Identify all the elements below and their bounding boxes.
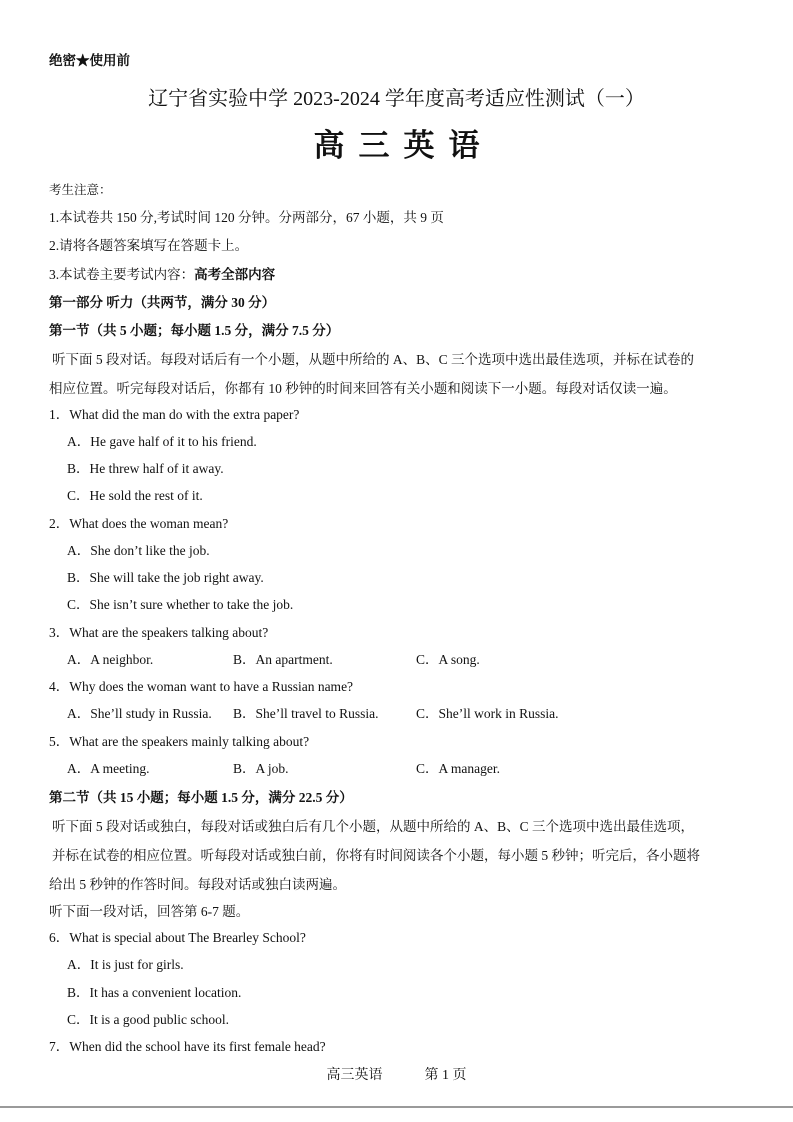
question-6-option-b: B．It has a convenient location. [67,985,242,1000]
question-1-option-b: B．He threw half of it away. [67,461,224,476]
question-5-stem: 5．What are the speakers mainly talking about? [49,734,310,749]
question-5-option-c: C．A manager. [416,761,500,776]
question-3-option-c: C．A song. [416,652,480,667]
question-6-option-c: C．It is a good public school. [67,1012,229,1027]
question-1-option-c: C．He sold the rest of it. [67,488,203,503]
bottom-divider [0,1106,793,1108]
question-5-option-a: A．A meeting. [67,761,150,776]
notice-item-3-content: 高考全部内容 [194,267,276,282]
question-4-stem: 4．Why does the woman want to have a Russian name? [49,679,354,694]
subject-title: 高三英语 [313,128,494,163]
question-2-stem: 2．What does the woman mean? [49,516,229,531]
question-3-option-b: B．An apartment. [233,652,333,667]
question-2-option-b: B．She will take the job right away. [67,570,264,585]
question-5-option-b: B．A job. [233,761,289,776]
question-4-option-a: A．She’ll study in Russia. [67,706,212,721]
notice-heading: 考生注意： [49,182,112,197]
group-note-6-7: 听下面一段对话，回答第 6-7 题。 [49,904,250,919]
section1-instruction-line-1: 听下面 5 段对话。每段对话后有一个小题，从题中所给的 A、B、C 三个选项中选出最佳选项，并标在试卷的 [52,352,695,367]
notice-item-3 [49,266,275,284]
question-6-option-a: A．It is just for girls. [67,957,184,972]
footer-page-number: 第 1 页 [424,1068,467,1083]
question-1-option-a: A．He gave half of it to his friend. [67,434,257,449]
section2-instruction-line-1: 听下面 5 段对话或独白，每段对话或独白后有几个小题，从题中所给的 A、B、C 三个选项中选出最佳选项， [52,819,695,834]
notice-item-2: 2.请将各题答案填写在答题卡上。 [49,238,249,253]
exam-title: 辽宁省实验中学 2023-2024 学年度高考适应性测试（一） [148,88,645,110]
confidential-label: 绝密★使用前 [49,53,130,68]
question-3-option-a: A．A neighbor. [67,652,154,667]
notice-item-3-prefix: 3.本试卷主要考试内容： [49,267,195,282]
footer-subject: 高三英语 [326,1068,383,1083]
question-2-option-a: A．She don’t like the job. [67,543,210,558]
section2-title: 第二节（共 15 小题；每小题 1.5 分，满分 22.5 分） [49,790,353,805]
section1-instruction-line-2: 相应位置。听完每段对话后，你都有 10 秒钟的时间来回答有关小题和阅读下一小题。每段对话仅读一遍。 [49,381,677,396]
section1-title: 第一节（共 5 小题；每小题 1.5 分，满分 7.5 分） [49,323,340,338]
question-4-option-c: C．She’ll work in Russia. [416,706,559,721]
page-footer [0,1067,793,1085]
question-1-stem: 1．What did the man do with the extra paper? [49,407,300,422]
section2-instruction-line-3: 给出 5 秒钟的作答时间。每段对话或独白读两遍。 [49,877,346,892]
question-6-stem: 6．What is special about The Brearley School? [49,930,306,945]
question-7-stem: 7．When did the school have its first female head? [49,1039,326,1054]
notice-item-1: 1.本试卷共 150 分,考试时间 120 分钟。分两部分，67 小题，共 9 页 [49,210,444,225]
question-4-option-b: B．She’ll travel to Russia. [233,706,379,721]
part1-title: 第一部分 听力（共两节，满分 30 分） [49,295,276,310]
question-2-option-c: C．She isn’t sure whether to take the job. [67,597,294,612]
question-3-stem: 3．What are the speakers talking about? [49,625,269,640]
section2-instruction-line-2: 并标在试卷的相应位置。听每段对话或独白前，你将有时间阅读各个小题，每小题 5 秒钟；听完后，各小题将 [52,848,700,863]
